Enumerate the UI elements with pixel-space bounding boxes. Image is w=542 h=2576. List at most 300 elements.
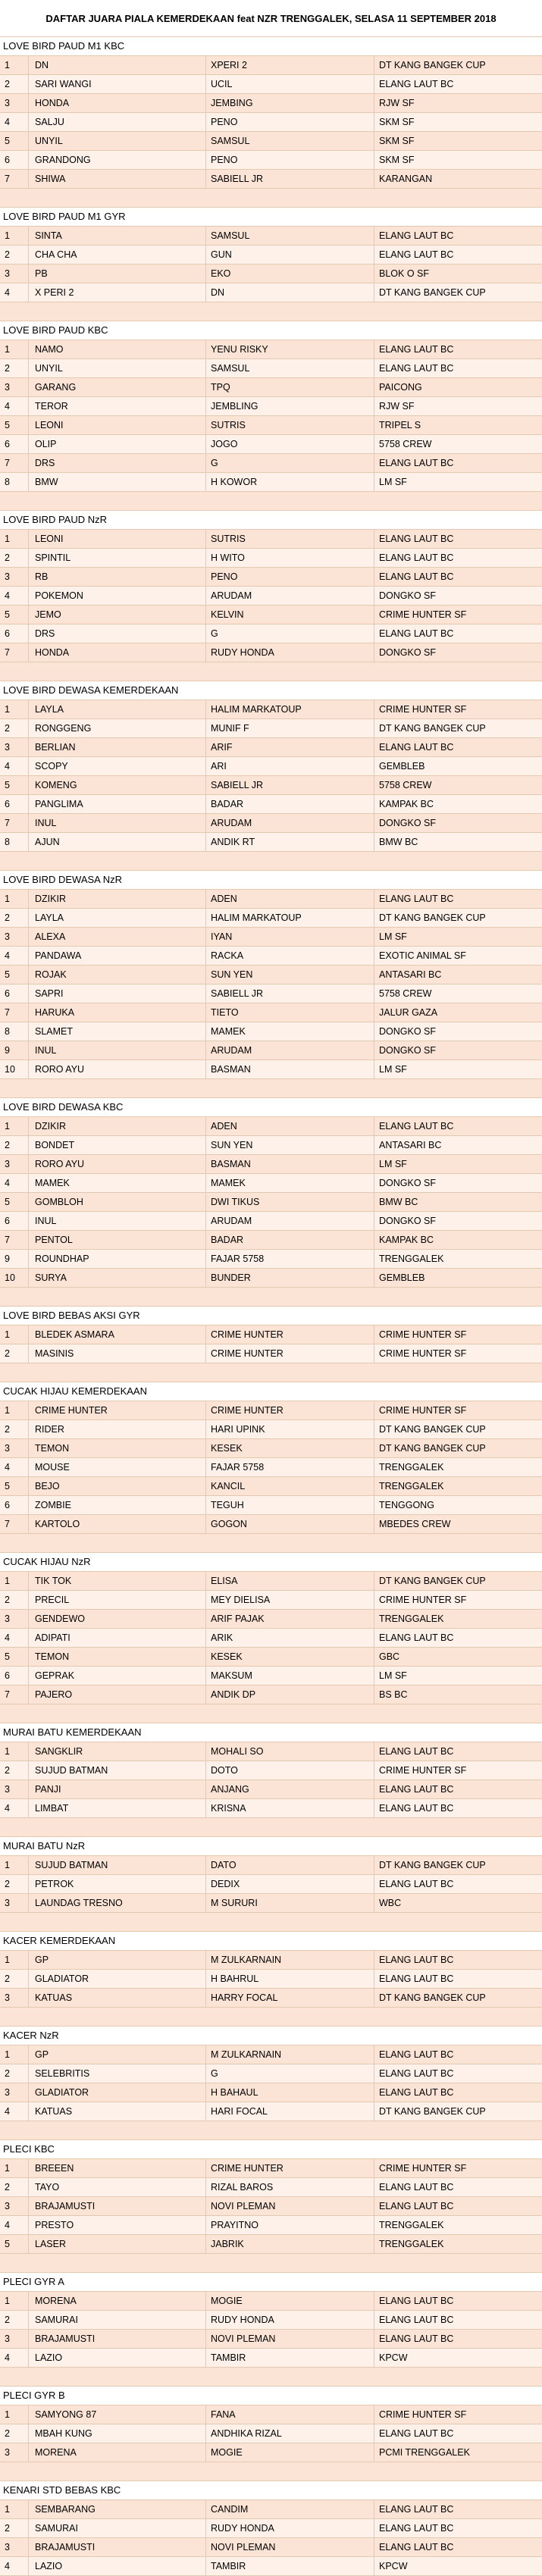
team-cell: ELANG LAUT BC (379, 2068, 454, 2079)
rank-cell: 7 (0, 170, 29, 188)
table-row (0, 1856, 542, 1875)
bird-name-cell: BLEDEK ASMARA (29, 1326, 206, 1344)
owner-cell: SAMSUL (206, 132, 374, 150)
owner-cell: H BAHAUL (206, 2083, 374, 2102)
rank-cell: 2 (0, 549, 29, 567)
rank-cell: 5 (0, 1648, 29, 1666)
rank-cell: 1 (0, 890, 29, 908)
bird-name-cell: INUL (29, 1041, 206, 1060)
table-row (0, 2292, 542, 2311)
owner-cell: MEY DIELISA (206, 1591, 374, 1609)
bird-name-cell: TEMON (29, 1648, 206, 1666)
team-cell: KPCW (379, 2352, 408, 2363)
rank-cell: 10 (0, 1269, 29, 1287)
team-cell: DONGKO SF (379, 1026, 437, 1037)
table-row (0, 1894, 542, 1913)
rank-cell: 7 (0, 814, 29, 832)
rank-cell: 1 (0, 1326, 29, 1344)
rank-cell: 1 (0, 340, 29, 358)
table-row (0, 1667, 542, 1686)
bird-name-cell: HONDA (29, 643, 206, 662)
team-cell: ELANG LAUT BC (379, 2523, 454, 2534)
owner-cell: RUDY HONDA (206, 2311, 374, 2329)
owner-cell: RUDY HONDA (206, 643, 374, 662)
team-cell: MBEDES CREW (379, 1519, 451, 1529)
category-rows (0, 2292, 542, 2368)
bird-name-cell: LEONI (29, 416, 206, 434)
team-cell: TRENGGALEK (379, 2220, 444, 2230)
bird-name-cell: LASER (29, 2235, 206, 2253)
bird-name-cell: JEMO (29, 606, 206, 624)
bird-name-cell: DN (29, 56, 206, 74)
rank-cell: 3 (0, 1894, 29, 1912)
owner-cell: DEDIX (206, 1875, 374, 1893)
table-row (0, 1875, 542, 1894)
owner-cell: ARUDAM (206, 814, 374, 832)
category-rows (0, 890, 542, 1079)
owner-cell: TIETO (206, 1003, 374, 1022)
team-cell: BMW BC (379, 837, 418, 847)
owner-cell: SUN YEN (206, 1136, 374, 1154)
rank-cell: 4 (0, 397, 29, 415)
bird-name-cell: BRAJAMUSTI (29, 2330, 206, 2348)
team-cell: TENGGONG (379, 1500, 434, 1510)
table-row (0, 1799, 542, 1818)
owner-cell: PRAYITNO (206, 2216, 374, 2234)
bird-name-cell: SAMURAI (29, 2519, 206, 2537)
team-cell: CRIME HUNTER SF (379, 704, 467, 715)
category-heading: PLECI GYR A (0, 2273, 542, 2292)
team-cell: GEMBLEB (379, 1272, 425, 1283)
rank-cell: 2 (0, 75, 29, 93)
rank-cell: 6 (0, 1667, 29, 1685)
category-rows (0, 2405, 542, 2462)
owner-cell: IYAN (206, 928, 374, 946)
bird-name-cell: GENDEWO (29, 1610, 206, 1628)
team-cell: KARANGAN (379, 174, 433, 184)
rank-cell: 2 (0, 359, 29, 377)
owner-cell: SABIELL JR (206, 776, 374, 794)
category-heading: CUCAK HIJAU KEMERDEKAAN (0, 1382, 542, 1401)
owner-cell: DATO (206, 1856, 374, 1874)
team-cell: CRIME HUNTER SF (379, 1405, 467, 1416)
rank-cell: 1 (0, 2500, 29, 2518)
table-row (0, 1212, 542, 1231)
owner-cell: KANCIL (206, 1477, 374, 1495)
rank-cell: 5 (0, 2235, 29, 2253)
table-row (0, 928, 542, 947)
owner-cell: SAMSUL (206, 227, 374, 245)
rank-cell: 3 (0, 264, 29, 283)
bird-name-cell: ADIPATI (29, 1629, 206, 1647)
rank-cell: 2 (0, 246, 29, 264)
rank-cell: 7 (0, 643, 29, 662)
section-gap (0, 492, 542, 511)
section-gap (0, 1818, 542, 1837)
owner-cell: ANDHIKA RIZAL (206, 2424, 374, 2443)
rank-cell: 1 (0, 2292, 29, 2310)
owner-cell: JOGO (206, 435, 374, 453)
table-row (0, 1591, 542, 1610)
category-section (0, 681, 542, 871)
table-row (0, 1250, 542, 1269)
owner-cell: M ZULKARNAIN (206, 2045, 374, 2064)
bird-name-cell: KATUAS (29, 2102, 206, 2121)
category-heading: LOVE BIRD PAUD NzR (0, 511, 542, 530)
team-cell: DT KANG BANGEK CUP (379, 2106, 486, 2117)
team-cell: ELANG LAUT BC (379, 2182, 454, 2193)
bird-name-cell: CRIME HUNTER (29, 1401, 206, 1419)
bird-name-cell: NAMO (29, 340, 206, 358)
table-row (0, 814, 542, 833)
team-cell: GBC (379, 1651, 400, 1662)
bird-name-cell: LAYLA (29, 909, 206, 927)
owner-cell: SABIELL JR (206, 170, 374, 188)
table-row (0, 1648, 542, 1667)
table-row (0, 738, 542, 757)
owner-cell: CANDIM (206, 2500, 374, 2518)
section-gap (0, 2121, 542, 2140)
bird-name-cell: PETROK (29, 1875, 206, 1893)
category-section (0, 2273, 542, 2387)
owner-cell: TAMBIR (206, 2349, 374, 2367)
bird-name-cell: PAJERO (29, 1686, 206, 1704)
team-cell: CRIME HUNTER SF (379, 1348, 467, 1359)
table-row (0, 1174, 542, 1193)
category-section (0, 2140, 542, 2273)
table-row (0, 283, 542, 302)
rank-cell: 1 (0, 2159, 29, 2177)
table-row (0, 1022, 542, 1041)
bird-name-cell: SARI WANGI (29, 75, 206, 93)
bird-name-cell: UNYIL (29, 132, 206, 150)
owner-cell: FAJAR 5758 (206, 1250, 374, 1268)
team-cell: LM SF (379, 1159, 407, 1169)
team-cell: ELANG LAUT BC (379, 1879, 454, 1889)
bird-name-cell: MORENA (29, 2292, 206, 2310)
category-section (0, 2027, 542, 2140)
rank-cell: 3 (0, 2443, 29, 2462)
bird-name-cell: SCOPY (29, 757, 206, 775)
table-row (0, 2235, 542, 2254)
team-cell: DT KANG BANGEK CUP (379, 1443, 486, 1454)
team-cell: ELANG LAUT BC (379, 1632, 454, 1643)
category-heading: PLECI KBC (0, 2140, 542, 2159)
rank-cell: 2 (0, 2064, 29, 2083)
table-row (0, 1742, 542, 1761)
rank-cell: 4 (0, 2102, 29, 2121)
rank-cell: 2 (0, 1344, 29, 1363)
owner-cell: FANA (206, 2405, 374, 2424)
section-gap (0, 852, 542, 871)
owner-cell: NOVI PLEMAN (206, 2197, 374, 2215)
team-cell: ELANG LAUT BC (379, 534, 454, 544)
bird-name-cell: TEMON (29, 1439, 206, 1457)
team-cell: ELANG LAUT BC (379, 363, 454, 374)
owner-cell: RIZAL BAROS (206, 2178, 374, 2196)
bird-name-cell: KOMENG (29, 776, 206, 794)
owner-cell: MAMEK (206, 1174, 374, 1192)
bird-name-cell: ALEXA (29, 928, 206, 946)
table-row (0, 2178, 542, 2197)
section-gap (0, 1363, 542, 1382)
team-cell: CRIME HUNTER SF (379, 1765, 467, 1776)
bird-name-cell: TEROR (29, 397, 206, 415)
team-cell: CRIME HUNTER SF (379, 2409, 467, 2420)
owner-cell: MAKSUM (206, 1667, 374, 1685)
bird-name-cell: SINTA (29, 227, 206, 245)
table-row (0, 643, 542, 662)
owner-cell: ANDIK RT (206, 833, 374, 851)
category-heading: LOVE BIRD PAUD M1 KBC (0, 37, 542, 56)
table-row (0, 2424, 542, 2443)
section-gap (0, 1288, 542, 1307)
category-section (0, 1837, 542, 1932)
owner-cell: SUN YEN (206, 966, 374, 984)
table-row (0, 2519, 542, 2538)
category-heading: CUCAK HIJAU NzR (0, 1553, 542, 1572)
bird-name-cell: TAYO (29, 2178, 206, 2196)
table-row (0, 1344, 542, 1363)
rank-cell: 2 (0, 719, 29, 737)
table-row (0, 530, 542, 549)
rank-cell: 3 (0, 1610, 29, 1628)
owner-cell: BASMAN (206, 1155, 374, 1173)
team-cell: TRIPEL S (379, 420, 421, 430)
category-section (0, 321, 542, 511)
bird-name-cell: HONDA (29, 94, 206, 112)
rank-cell: 5 (0, 416, 29, 434)
owner-cell: NOVI PLEMAN (206, 2330, 374, 2348)
table-row (0, 776, 542, 795)
category-rows (0, 2500, 542, 2576)
owner-cell: JEMBLING (206, 397, 374, 415)
owner-cell: RACKA (206, 947, 374, 965)
table-row (0, 890, 542, 909)
team-cell: KAMPAK BC (379, 799, 434, 809)
table-row (0, 947, 542, 966)
bird-name-cell: BRAJAMUSTI (29, 2197, 206, 2215)
team-cell: DONGKO SF (379, 590, 437, 601)
team-cell: DT KANG BANGEK CUP (379, 912, 486, 923)
category-rows (0, 227, 542, 302)
rank-cell: 3 (0, 2197, 29, 2215)
owner-cell: HALIM MARKATOUP (206, 700, 374, 718)
bird-name-cell: GRANDONG (29, 151, 206, 169)
table-row (0, 170, 542, 189)
team-cell: DT KANG BANGEK CUP (379, 1992, 486, 2003)
table-row (0, 1629, 542, 1648)
bird-name-cell: GLADIATOR (29, 2083, 206, 2102)
bird-name-cell: X PERI 2 (29, 283, 206, 302)
rank-cell: 9 (0, 1250, 29, 1268)
team-cell: ELANG LAUT BC (379, 742, 454, 753)
category-heading: MURAI BATU KEMERDEKAAN (0, 1723, 542, 1742)
category-section (0, 871, 542, 1098)
owner-cell: ARUDAM (206, 1212, 374, 1230)
team-cell: ELANG LAUT BC (379, 2087, 454, 2098)
section-gap (0, 1079, 542, 1098)
team-cell: LM SF (379, 477, 407, 487)
team-cell: BMW BC (379, 1197, 418, 1207)
team-cell: RJW SF (379, 401, 415, 412)
team-cell: ELANG LAUT BC (379, 2296, 454, 2306)
table-row (0, 1401, 542, 1420)
owner-cell: TAMBIR (206, 2557, 374, 2575)
team-cell: TRENGGALEK (379, 2239, 444, 2249)
table-row (0, 2349, 542, 2368)
team-cell: LM SF (379, 931, 407, 942)
category-section (0, 1932, 542, 2027)
table-row (0, 2311, 542, 2330)
team-cell: ELANG LAUT BC (379, 571, 454, 582)
team-cell: PAICONG (379, 382, 422, 393)
rank-cell: 6 (0, 151, 29, 169)
bird-name-cell: RORO AYU (29, 1155, 206, 1173)
table-row (0, 75, 542, 94)
category-section (0, 1098, 542, 1307)
bird-name-cell: PRECIL (29, 1591, 206, 1609)
bird-name-cell: GARANG (29, 378, 206, 396)
category-heading: KACER KEMERDEKAAN (0, 1932, 542, 1951)
rank-cell: 7 (0, 1231, 29, 1249)
category-rows (0, 1401, 542, 1534)
bird-name-cell: BRAJAMUSTI (29, 2538, 206, 2556)
rank-cell: 3 (0, 1439, 29, 1457)
bird-name-cell: SAMYONG 87 (29, 2405, 206, 2424)
category-heading: LOVE BIRD BEBAS AKSI GYR (0, 1307, 542, 1326)
team-cell: DT KANG BANGEK CUP (379, 1576, 486, 1586)
category-rows (0, 2045, 542, 2121)
bird-name-cell: RORO AYU (29, 1060, 206, 1078)
team-cell: DONGKO SF (379, 818, 437, 828)
table-row (0, 2045, 542, 2064)
team-cell: RJW SF (379, 98, 415, 108)
bird-name-cell: MORENA (29, 2443, 206, 2462)
rank-cell: 3 (0, 1989, 29, 2007)
rank-cell: 1 (0, 2405, 29, 2424)
rank-cell: 5 (0, 776, 29, 794)
table-row (0, 132, 542, 151)
owner-cell: ANJANG (206, 1780, 374, 1798)
table-row (0, 833, 542, 852)
team-cell: EXOTIC ANIMAL SF (379, 950, 466, 961)
rank-cell: 2 (0, 2311, 29, 2329)
rank-cell: 1 (0, 2045, 29, 2064)
table-row (0, 795, 542, 814)
owner-cell: KRISNA (206, 1799, 374, 1817)
rank-cell: 2 (0, 2519, 29, 2537)
rank-cell: 6 (0, 1496, 29, 1514)
table-row (0, 264, 542, 283)
table-row (0, 1439, 542, 1458)
section-gap (0, 2254, 542, 2273)
table-row (0, 1477, 542, 1496)
owner-cell: ELISA (206, 1572, 374, 1590)
team-cell: LM SF (379, 1670, 407, 1681)
bird-name-cell: SANGKLIR (29, 1742, 206, 1761)
owner-cell: H BAHRUL (206, 1970, 374, 1988)
table-row (0, 340, 542, 359)
rank-cell: 1 (0, 227, 29, 245)
team-cell: ELANG LAUT BC (379, 1746, 454, 1757)
rank-cell: 2 (0, 909, 29, 927)
bird-name-cell: BEJO (29, 1477, 206, 1495)
team-cell: CRIME HUNTER SF (379, 1329, 467, 1340)
bird-name-cell: BREEEN (29, 2159, 206, 2177)
bird-name-cell: LAUNDAG TRESNO (29, 1894, 206, 1912)
table-row (0, 1515, 542, 1534)
rank-cell: 2 (0, 1136, 29, 1154)
team-cell: SKM SF (379, 155, 415, 165)
owner-cell: G (206, 624, 374, 643)
table-row (0, 1989, 542, 2008)
table-row (0, 2102, 542, 2121)
section-gap (0, 2368, 542, 2387)
rank-cell: 2 (0, 1591, 29, 1609)
bird-name-cell: SAMURAI (29, 2311, 206, 2329)
category-heading: KENARI STD BEBAS KBC (0, 2481, 542, 2500)
bird-name-cell: LIMBAT (29, 1799, 206, 1817)
bird-name-cell: BONDET (29, 1136, 206, 1154)
rank-cell: 4 (0, 2349, 29, 2367)
page-title: DAFTAR JUARA PIALA KEMERDEKAAN feat NZR TRENGGALEK, SELASA 11 SEPTEMBER 2018 (0, 0, 542, 37)
team-cell: SKM SF (379, 136, 415, 146)
team-cell: CRIME HUNTER SF (379, 609, 467, 620)
owner-cell: BUNDER (206, 1269, 374, 1287)
bird-name-cell: MAMEK (29, 1174, 206, 1192)
table-row (0, 549, 542, 568)
team-cell: DT KANG BANGEK CUP (379, 287, 486, 298)
rank-cell: 4 (0, 283, 29, 302)
team-cell: TRENGGALEK (379, 1481, 444, 1491)
bird-name-cell: RB (29, 568, 206, 586)
owner-cell: TEGUH (206, 1496, 374, 1514)
team-cell: ELANG LAUT BC (379, 344, 454, 355)
team-cell: ELANG LAUT BC (379, 1803, 454, 1814)
team-cell: DONGKO SF (379, 1216, 437, 1226)
table-row (0, 378, 542, 397)
bird-name-cell: LAYLA (29, 700, 206, 718)
owner-cell: KELVIN (206, 606, 374, 624)
table-row (0, 246, 542, 264)
table-row (0, 1951, 542, 1970)
section-gap (0, 302, 542, 321)
team-cell: ELANG LAUT BC (379, 1784, 454, 1795)
bird-name-cell: HARUKA (29, 1003, 206, 1022)
rank-cell: 4 (0, 1629, 29, 1647)
table-row (0, 1136, 542, 1155)
category-section (0, 1307, 542, 1382)
team-cell: CRIME HUNTER SF (379, 2163, 467, 2174)
team-cell: ELANG LAUT BC (379, 249, 454, 260)
table-row (0, 113, 542, 132)
rank-cell: 1 (0, 1117, 29, 1135)
table-row (0, 2557, 542, 2576)
rank-cell: 1 (0, 1742, 29, 1761)
owner-cell: UCIL (206, 75, 374, 93)
table-row (0, 1060, 542, 1079)
bird-name-cell: AJUN (29, 833, 206, 851)
rank-cell: 6 (0, 1212, 29, 1230)
bird-name-cell: GP (29, 2045, 206, 2064)
bird-name-cell: GLADIATOR (29, 1970, 206, 1988)
bird-name-cell: PB (29, 264, 206, 283)
rank-cell: 4 (0, 757, 29, 775)
owner-cell: ARIK (206, 1629, 374, 1647)
section-gap (0, 662, 542, 681)
rank-cell: 3 (0, 928, 29, 946)
